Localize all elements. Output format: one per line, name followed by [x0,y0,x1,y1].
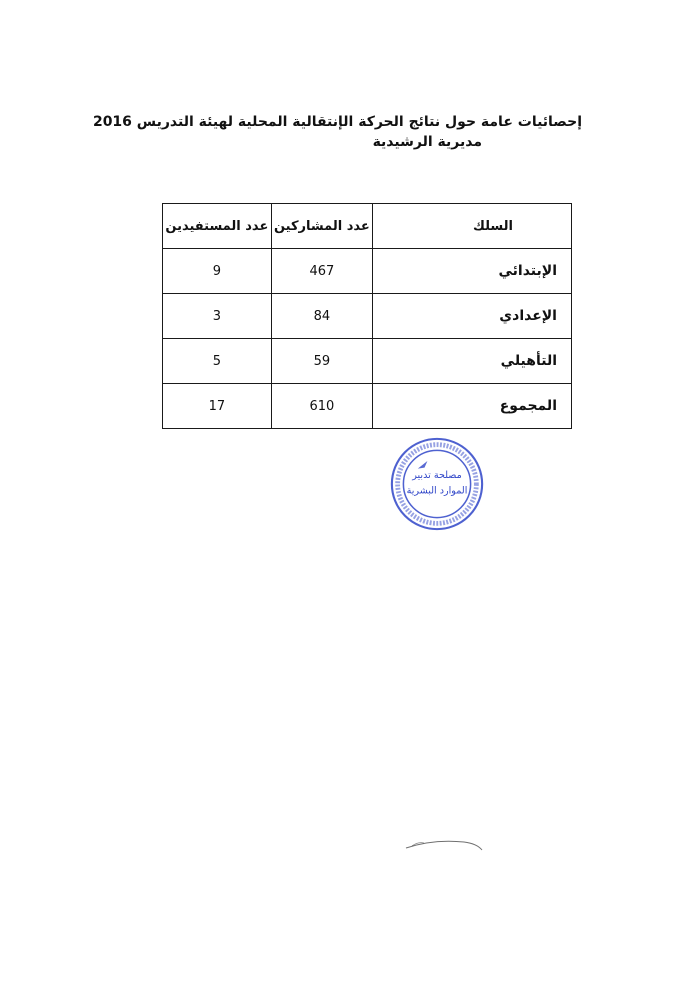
title-line-1: إحصائيات عامة حول نتائج الحركة الإنتقالية المحلية لهيئة التدريس 2016 [92,114,582,130]
official-stamp-icon [389,436,485,532]
row-label: الإعدادي [373,294,572,339]
svg-text:الموارد البشرية: الموارد البشرية [406,485,468,497]
beneficiaries-cell: 9 [163,249,272,294]
header-cycle: السلك [373,204,572,249]
row-label: المجموع [373,384,572,429]
row-label: التأهيلي [373,339,572,384]
title-line-2: مديرية الرشيدية [372,134,482,150]
header-beneficiaries: عدد المستفيدين [163,204,272,249]
table-row-total [163,384,572,429]
header-participants: عدد المشاركين [271,204,372,249]
table-row [163,339,572,384]
participants-cell: 59 [271,339,372,384]
participants-cell: 84 [271,294,372,339]
participants-cell: 610 [271,384,372,429]
statistics-table [162,203,572,429]
table-header-row [163,204,572,249]
signature-icon [404,830,484,854]
beneficiaries-cell: 5 [163,339,272,384]
beneficiaries-cell: 17 [163,384,272,429]
beneficiaries-cell: 3 [163,294,272,339]
row-label: الإبتدائي [373,249,572,294]
participants-cell: 467 [271,249,372,294]
table-row [163,249,572,294]
document-title [92,114,582,150]
table-row [163,294,572,339]
svg-text:مصلحة تدبير: مصلحة تدبير [412,470,462,482]
